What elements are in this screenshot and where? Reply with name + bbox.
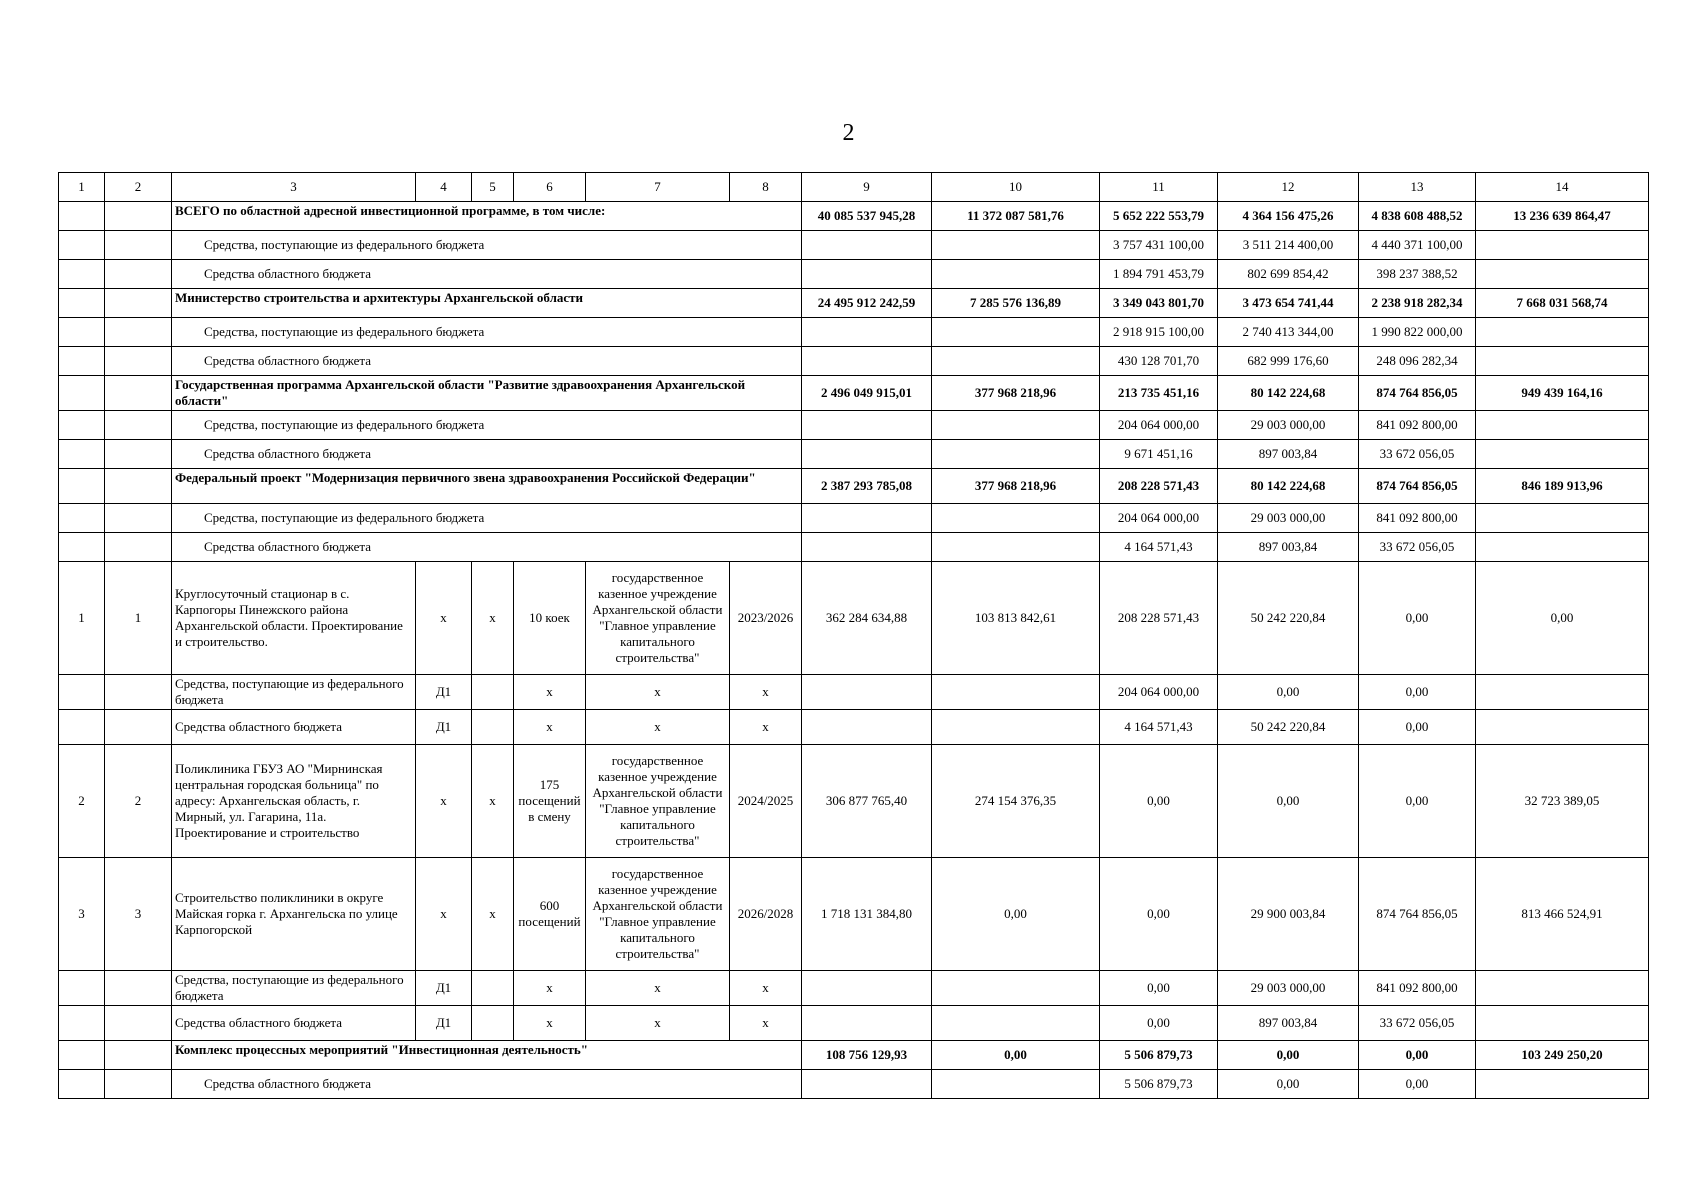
amount-9 — [802, 710, 932, 745]
amount-13: 0,00 — [1359, 675, 1476, 710]
amount-9 — [802, 440, 932, 469]
amount-12: 2 740 413 344,00 — [1218, 318, 1359, 347]
amount-11: 213 735 451,16 — [1100, 376, 1218, 411]
funding-source-row — [59, 1070, 1649, 1099]
amount-12: 682 999 176,60 — [1218, 347, 1359, 376]
project-row — [59, 745, 1649, 858]
column-number: 2 — [105, 173, 172, 202]
project-funding-row — [59, 710, 1649, 745]
amount-13: 0,00 — [1359, 562, 1476, 675]
section-title: Комплекс процессных мероприятий "Инвестиционная деятельность" — [172, 1041, 802, 1070]
amount-12: 0,00 — [1218, 1041, 1359, 1070]
amount-9: 40 085 537 945,28 — [802, 202, 932, 231]
funding-source-label: Средства областного бюджета — [172, 1006, 416, 1041]
capacity-cell: х — [514, 1006, 586, 1041]
amount-9: 108 756 129,93 — [802, 1041, 932, 1070]
amount-11: 3 349 043 801,70 — [1100, 289, 1218, 318]
item-number-cell — [105, 440, 172, 469]
customer-cell: х — [586, 971, 730, 1006]
item-number-cell: 3 — [105, 858, 172, 971]
column-number: 5 — [472, 173, 514, 202]
total-row — [59, 289, 1649, 318]
amount-9: 1 718 131 384,80 — [802, 858, 932, 971]
customer-cell: х — [586, 710, 730, 745]
item-number-cell — [105, 260, 172, 289]
funding-source-label: Средства областного бюджета — [172, 710, 416, 745]
amount-9 — [802, 1006, 932, 1041]
item-number-cell — [105, 1070, 172, 1099]
amount-14 — [1476, 533, 1649, 562]
funding-source-label: Средства, поступающие из федерального бюджета — [172, 318, 802, 347]
capacity-cell: 175 посещений в смену — [514, 745, 586, 858]
amount-13: 841 092 800,00 — [1359, 411, 1476, 440]
amount-13: 4 838 608 488,52 — [1359, 202, 1476, 231]
project-row — [59, 858, 1649, 971]
row-number-cell — [59, 971, 105, 1006]
customer-cell: государственное казенное учреждение Архангельской области "Главное управление капитального строительства" — [586, 562, 730, 675]
row-number-cell — [59, 440, 105, 469]
amount-10: 377 968 218,96 — [932, 469, 1100, 504]
column-4-cell: Д1 — [416, 675, 472, 710]
amount-9 — [802, 504, 932, 533]
amount-13: 874 764 856,05 — [1359, 376, 1476, 411]
amount-11: 1 894 791 453,79 — [1100, 260, 1218, 289]
item-number-cell: 1 — [105, 562, 172, 675]
amount-9: 306 877 765,40 — [802, 745, 932, 858]
project-funding-row — [59, 971, 1649, 1006]
amount-12: 897 003,84 — [1218, 1006, 1359, 1041]
amount-13: 0,00 — [1359, 1041, 1476, 1070]
customer-cell: х — [586, 675, 730, 710]
amount-13: 874 764 856,05 — [1359, 858, 1476, 971]
amount-10 — [932, 347, 1100, 376]
amount-13: 0,00 — [1359, 710, 1476, 745]
amount-13: 0,00 — [1359, 1070, 1476, 1099]
amount-10 — [932, 318, 1100, 347]
amount-10: 103 813 842,61 — [932, 562, 1100, 675]
column-5-cell — [472, 675, 514, 710]
item-number-cell — [105, 533, 172, 562]
funding-source-label: Средства областного бюджета — [172, 440, 802, 469]
amount-11: 0,00 — [1100, 1006, 1218, 1041]
column-4-cell: Д1 — [416, 1006, 472, 1041]
item-number-cell — [105, 289, 172, 318]
amount-10: 7 285 576 136,89 — [932, 289, 1100, 318]
amount-14: 7 668 031 568,74 — [1476, 289, 1649, 318]
amount-14: 32 723 389,05 — [1476, 745, 1649, 858]
capacity-cell: х — [514, 710, 586, 745]
amount-10 — [932, 1006, 1100, 1041]
funding-source-label: Средства областного бюджета — [172, 347, 802, 376]
amount-14 — [1476, 1070, 1649, 1099]
item-number-cell — [105, 710, 172, 745]
item-number-cell — [105, 231, 172, 260]
project-funding-row — [59, 1006, 1649, 1041]
project-name: Круглосуточный стационар в с. Карпогоры Пинежского района Архангельской области. Проектирование и строительство. — [172, 562, 416, 675]
funding-source-row — [59, 411, 1649, 440]
amount-11: 204 064 000,00 — [1100, 675, 1218, 710]
project-name: Поликлиника ГБУЗ АО "Мирнинская центральная городская больница" по адресу: Архангельская область, г. Мирный, ул. Гагарина, 11а. Проектирование и строительство — [172, 745, 416, 858]
funding-source-label: Средства, поступающие из федерального бюджета — [172, 231, 802, 260]
amount-14 — [1476, 260, 1649, 289]
amount-12: 29 003 000,00 — [1218, 971, 1359, 1006]
amount-11: 5 506 879,73 — [1100, 1041, 1218, 1070]
column-5-cell — [472, 710, 514, 745]
amount-11: 208 228 571,43 — [1100, 469, 1218, 504]
row-number-cell — [59, 318, 105, 347]
project-name: Строительство поликлиники в округе Майская горка г. Архангельска по улице Карпогорской — [172, 858, 416, 971]
amount-11: 9 671 451,16 — [1100, 440, 1218, 469]
amount-13: 33 672 056,05 — [1359, 1006, 1476, 1041]
amount-9 — [802, 533, 932, 562]
amount-9 — [802, 411, 932, 440]
amount-12: 29 003 000,00 — [1218, 504, 1359, 533]
amount-13: 398 237 388,52 — [1359, 260, 1476, 289]
customer-cell: государственное казенное учреждение Архангельской области "Главное управление капитального строительства" — [586, 745, 730, 858]
amount-10 — [932, 411, 1100, 440]
row-number-cell: 1 — [59, 562, 105, 675]
amount-11: 3 757 431 100,00 — [1100, 231, 1218, 260]
amount-11: 5 652 222 553,79 — [1100, 202, 1218, 231]
item-number-cell: 2 — [105, 745, 172, 858]
column-number: 10 — [932, 173, 1100, 202]
amount-9 — [802, 971, 932, 1006]
page-number: 2 — [842, 120, 855, 146]
funding-source-row — [59, 231, 1649, 260]
amount-11: 4 164 571,43 — [1100, 533, 1218, 562]
column-5-cell: х — [472, 562, 514, 675]
amount-14 — [1476, 1006, 1649, 1041]
funding-source-row — [59, 347, 1649, 376]
row-number-cell — [59, 202, 105, 231]
project-row — [59, 562, 1649, 675]
section-title: Министерство строительства и архитектуры Архангельской области — [172, 289, 802, 318]
amount-13: 33 672 056,05 — [1359, 533, 1476, 562]
amount-10 — [932, 260, 1100, 289]
column-4-cell: х — [416, 745, 472, 858]
amount-13: 2 238 918 282,34 — [1359, 289, 1476, 318]
funding-source-row — [59, 440, 1649, 469]
amount-14 — [1476, 231, 1649, 260]
row-number-cell: 2 — [59, 745, 105, 858]
funding-source-row — [59, 318, 1649, 347]
item-number-cell — [105, 376, 172, 411]
column-5-cell: х — [472, 858, 514, 971]
amount-9: 2 387 293 785,08 — [802, 469, 932, 504]
column-number: 9 — [802, 173, 932, 202]
column-4-cell: х — [416, 562, 472, 675]
amount-13: 1 990 822 000,00 — [1359, 318, 1476, 347]
column-number: 14 — [1476, 173, 1649, 202]
amount-10 — [932, 504, 1100, 533]
period-cell: 2024/2025 — [730, 745, 802, 858]
column-4-cell: Д1 — [416, 971, 472, 1006]
row-number-cell — [59, 1041, 105, 1070]
row-number-cell — [59, 260, 105, 289]
total-row — [59, 202, 1649, 231]
amount-12: 0,00 — [1218, 745, 1359, 858]
item-number-cell — [105, 202, 172, 231]
amount-9: 362 284 634,88 — [802, 562, 932, 675]
amount-12: 802 699 854,42 — [1218, 260, 1359, 289]
funding-source-row — [59, 504, 1649, 533]
amount-12: 4 364 156 475,26 — [1218, 202, 1359, 231]
amount-11: 0,00 — [1100, 858, 1218, 971]
row-number-cell — [59, 533, 105, 562]
amount-12: 29 900 003,84 — [1218, 858, 1359, 971]
period-cell: х — [730, 971, 802, 1006]
amount-10 — [932, 971, 1100, 1006]
amount-9 — [802, 675, 932, 710]
amount-12: 50 242 220,84 — [1218, 562, 1359, 675]
column-number: 4 — [416, 173, 472, 202]
column-number: 3 — [172, 173, 416, 202]
amount-14: 813 466 524,91 — [1476, 858, 1649, 971]
period-cell: 2026/2028 — [730, 858, 802, 971]
amount-14 — [1476, 675, 1649, 710]
total-row — [59, 1041, 1649, 1070]
amount-12: 897 003,84 — [1218, 533, 1359, 562]
amount-14 — [1476, 710, 1649, 745]
section-title: Федеральный проект "Модернизация первичного звена здравоохранения Российской Федерации" — [172, 469, 802, 504]
section-title: ВСЕГО по областной адресной инвестиционной программе, в том числе: — [172, 202, 802, 231]
amount-9 — [802, 1070, 932, 1099]
item-number-cell — [105, 469, 172, 504]
amount-11: 5 506 879,73 — [1100, 1070, 1218, 1099]
period-cell: 2023/2026 — [730, 562, 802, 675]
amount-10: 274 154 376,35 — [932, 745, 1100, 858]
funding-source-label: Средства областного бюджета — [172, 533, 802, 562]
item-number-cell — [105, 318, 172, 347]
funding-source-label: Средства, поступающие из федерального бюджета — [172, 675, 416, 710]
amount-13: 4 440 371 100,00 — [1359, 231, 1476, 260]
item-number-cell — [105, 411, 172, 440]
amount-12: 3 511 214 400,00 — [1218, 231, 1359, 260]
amount-11: 208 228 571,43 — [1100, 562, 1218, 675]
amount-9: 24 495 912 242,59 — [802, 289, 932, 318]
row-number-cell — [59, 231, 105, 260]
row-number-cell — [59, 411, 105, 440]
capacity-cell: х — [514, 971, 586, 1006]
item-number-cell — [105, 1041, 172, 1070]
column-5-cell — [472, 971, 514, 1006]
period-cell: х — [730, 675, 802, 710]
amount-9 — [802, 231, 932, 260]
customer-cell: х — [586, 1006, 730, 1041]
amount-12: 80 142 224,68 — [1218, 376, 1359, 411]
amount-10 — [932, 231, 1100, 260]
row-number-cell — [59, 376, 105, 411]
column-5-cell: х — [472, 745, 514, 858]
row-number-cell — [59, 1006, 105, 1041]
investment-program-table — [58, 172, 1649, 1099]
amount-14 — [1476, 347, 1649, 376]
amount-12: 3 473 654 741,44 — [1218, 289, 1359, 318]
table-body — [59, 173, 1649, 1099]
amount-10 — [932, 710, 1100, 745]
column-4-cell: х — [416, 858, 472, 971]
amount-10 — [932, 533, 1100, 562]
total-row — [59, 469, 1649, 504]
column-number: 11 — [1100, 173, 1218, 202]
column-number: 13 — [1359, 173, 1476, 202]
amount-13: 841 092 800,00 — [1359, 971, 1476, 1006]
amount-14 — [1476, 971, 1649, 1006]
amount-10: 377 968 218,96 — [932, 376, 1100, 411]
item-number-cell — [105, 504, 172, 533]
amount-14: 103 249 250,20 — [1476, 1041, 1649, 1070]
funding-source-row — [59, 260, 1649, 289]
amount-13: 874 764 856,05 — [1359, 469, 1476, 504]
item-number-cell — [105, 1006, 172, 1041]
amount-10 — [932, 675, 1100, 710]
funding-source-label: Средства, поступающие из федерального бюджета — [172, 504, 802, 533]
amount-10: 0,00 — [932, 858, 1100, 971]
amount-14: 13 236 639 864,47 — [1476, 202, 1649, 231]
row-number-cell — [59, 347, 105, 376]
column-number: 12 — [1218, 173, 1359, 202]
funding-source-label: Средства, поступающие из федерального бюджета — [172, 411, 802, 440]
column-number: 7 — [586, 173, 730, 202]
period-cell: х — [730, 1006, 802, 1041]
period-cell: х — [730, 710, 802, 745]
amount-11: 0,00 — [1100, 971, 1218, 1006]
amount-10 — [932, 1070, 1100, 1099]
amount-13: 248 096 282,34 — [1359, 347, 1476, 376]
column-5-cell — [472, 1006, 514, 1041]
amount-9: 2 496 049 915,01 — [802, 376, 932, 411]
row-number-cell — [59, 675, 105, 710]
funding-source-label: Средства областного бюджета — [172, 1070, 802, 1099]
amount-14: 0,00 — [1476, 562, 1649, 675]
row-number-cell: 3 — [59, 858, 105, 971]
amount-11: 430 128 701,70 — [1100, 347, 1218, 376]
amount-9 — [802, 347, 932, 376]
row-number-cell — [59, 289, 105, 318]
amount-14 — [1476, 504, 1649, 533]
amount-14 — [1476, 318, 1649, 347]
column-number: 8 — [730, 173, 802, 202]
capacity-cell: х — [514, 675, 586, 710]
item-number-cell — [105, 347, 172, 376]
amount-14: 846 189 913,96 — [1476, 469, 1649, 504]
amount-9 — [802, 260, 932, 289]
column-4-cell: Д1 — [416, 710, 472, 745]
amount-12: 0,00 — [1218, 1070, 1359, 1099]
amount-12: 0,00 — [1218, 675, 1359, 710]
amount-14 — [1476, 440, 1649, 469]
amount-11: 204 064 000,00 — [1100, 504, 1218, 533]
amount-12: 80 142 224,68 — [1218, 469, 1359, 504]
funding-source-row — [59, 533, 1649, 562]
amount-14: 949 439 164,16 — [1476, 376, 1649, 411]
funding-source-label: Средства областного бюджета — [172, 260, 802, 289]
funding-source-label: Средства, поступающие из федерального бюджета — [172, 971, 416, 1006]
amount-13: 0,00 — [1359, 745, 1476, 858]
amount-14 — [1476, 411, 1649, 440]
amount-12: 50 242 220,84 — [1218, 710, 1359, 745]
amount-11: 2 918 915 100,00 — [1100, 318, 1218, 347]
row-number-cell — [59, 1070, 105, 1099]
capacity-cell: 600 посещений — [514, 858, 586, 971]
amount-11: 0,00 — [1100, 745, 1218, 858]
customer-cell: государственное казенное учреждение Архангельской области "Главное управление капитального строительства" — [586, 858, 730, 971]
amount-10: 11 372 087 581,76 — [932, 202, 1100, 231]
amount-10 — [932, 440, 1100, 469]
row-number-cell — [59, 504, 105, 533]
amount-11: 4 164 571,43 — [1100, 710, 1218, 745]
row-number-cell — [59, 710, 105, 745]
amount-9 — [802, 318, 932, 347]
row-number-cell — [59, 469, 105, 504]
amount-12: 29 003 000,00 — [1218, 411, 1359, 440]
column-number: 1 — [59, 173, 105, 202]
amount-11: 204 064 000,00 — [1100, 411, 1218, 440]
column-number-row — [59, 173, 1649, 202]
amount-13: 841 092 800,00 — [1359, 504, 1476, 533]
amount-12: 897 003,84 — [1218, 440, 1359, 469]
column-number: 6 — [514, 173, 586, 202]
item-number-cell — [105, 971, 172, 1006]
amount-13: 33 672 056,05 — [1359, 440, 1476, 469]
section-title: Государственная программа Архангельской области "Развитие здравоохранения Архангельской области" — [172, 376, 802, 411]
capacity-cell: 10 коек — [514, 562, 586, 675]
total-row — [59, 376, 1649, 411]
item-number-cell — [105, 675, 172, 710]
amount-10: 0,00 — [932, 1041, 1100, 1070]
project-funding-row — [59, 675, 1649, 710]
